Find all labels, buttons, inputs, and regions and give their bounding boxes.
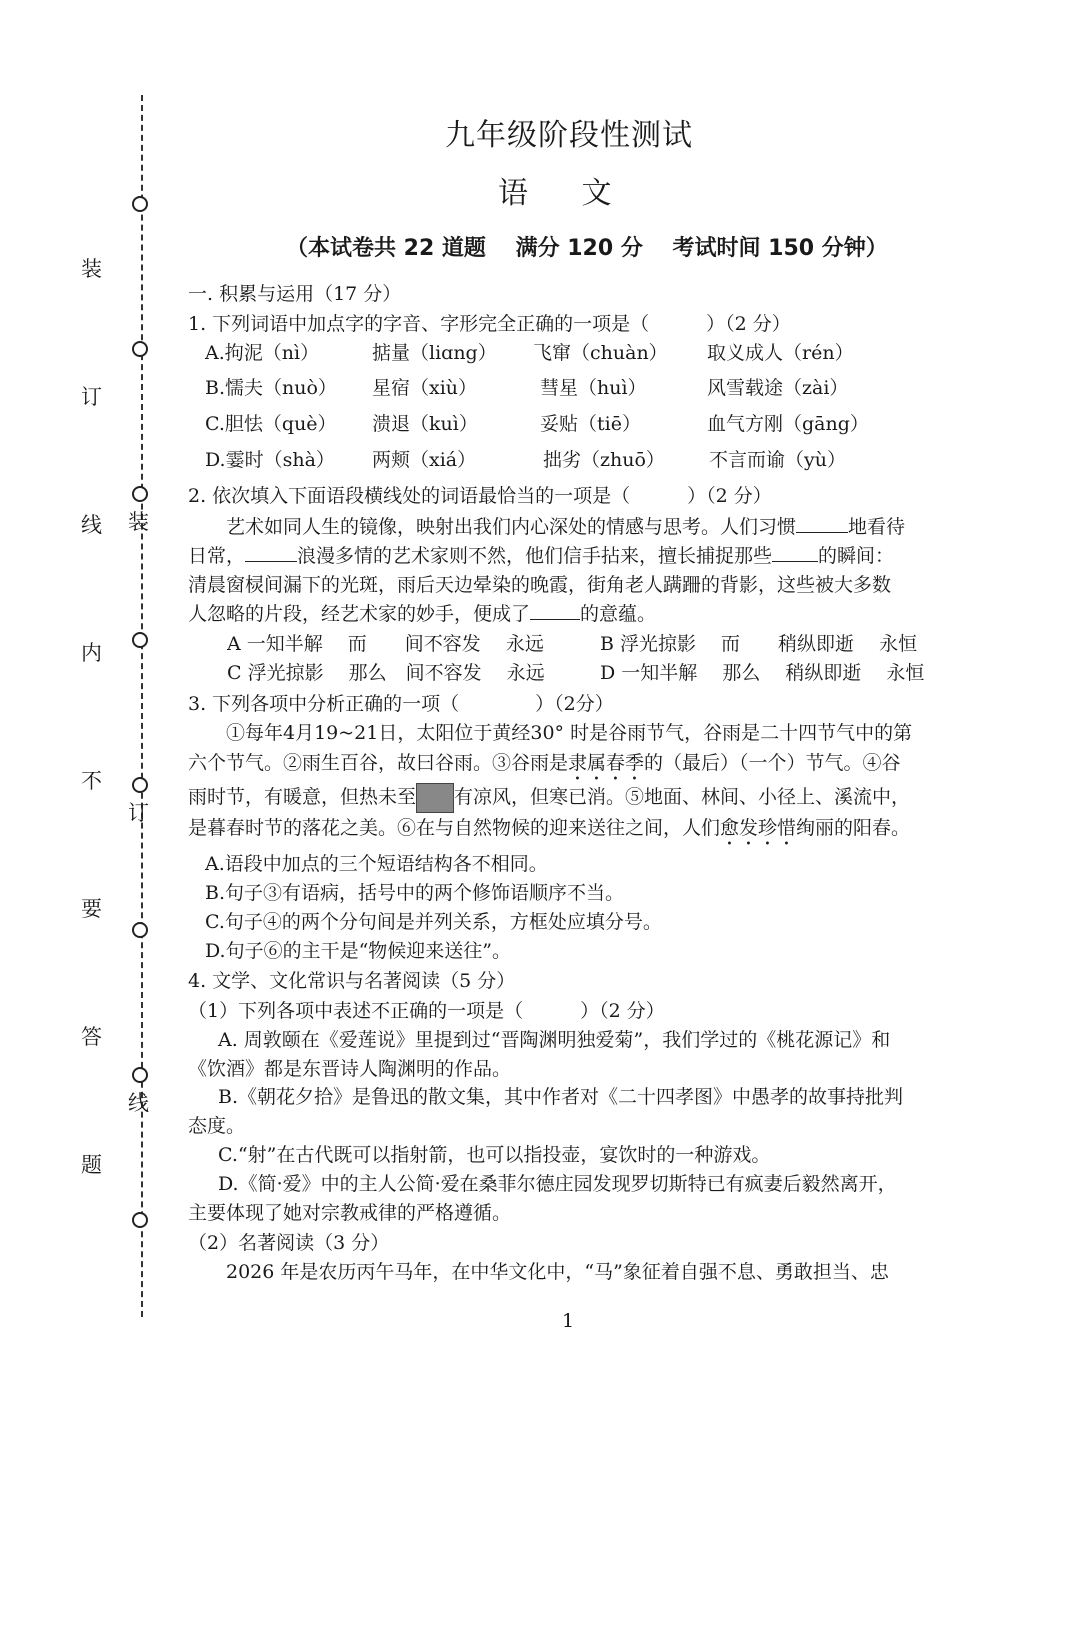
q3-option-b: B.句子③有语病，括号中的两个修饰语顺序不当。 [205, 882, 625, 904]
blank-box [416, 783, 454, 813]
q1-option-d-word: D.霎时（shà） [205, 449, 335, 471]
q3-option-d: D.句子⑥的主干是“物候迎来送往”。 [205, 940, 512, 962]
fill-blank [530, 600, 580, 620]
q1-option-d-word: 拙劣（zhuō） [543, 449, 665, 471]
binding-hole [132, 341, 148, 357]
q3-passage-line: ①每年4月19~21日，太阳位于黄经30° 时是谷雨节气，谷雨是二十四节气中的第 [226, 722, 913, 744]
question-4-stem: 4. 文学、文化常识与名著阅读（5 分） [188, 970, 516, 992]
binding-hole [132, 486, 148, 502]
q1-option-a-word: 飞窜（chuàn） [533, 342, 668, 364]
q1-option-a-word: 掂量（liɑng） [372, 342, 497, 364]
binding-left-char: 内 [81, 641, 102, 665]
binding-left-char: 要 [81, 897, 102, 921]
q4-option-a-cont: 《饮酒》都是东晋诗人陶渊明的作品。 [188, 1058, 512, 1080]
binding-hole [132, 1212, 148, 1228]
q1-option-c-word: 妥贴（tiē） [540, 413, 641, 435]
q4-option-d: D.《简·爱》中的主人公简·爱在桑菲尔德庄园发现罗切斯特已有疯妻后毅然离开， [218, 1173, 897, 1195]
q4-passage-line: 2026 年是农历丙午马年，在中华文化中，“马”象征着自强不息、勇敢担当、忠 [226, 1261, 889, 1283]
q1-option-b-word: B.懦夫（nuò） [205, 377, 337, 399]
q2-option-b: B 浮光掠影 而 稍纵即逝 永恒 [600, 633, 918, 655]
binding-dashed-line [141, 95, 143, 1317]
binding-left-char: 题 [81, 1153, 102, 1177]
fill-blank [796, 513, 848, 533]
q1-option-b-word: 风雪载途（zài） [707, 377, 849, 399]
q1-option-c-word: 血气方刚（gāng） [707, 413, 869, 435]
q3-passage-line: 六个节气。②雨生百谷，故曰谷雨。③谷雨是隶属春季的（最后）（一个）节气。④谷 [188, 752, 901, 774]
q1-option-d-word: 不言而谕（yù） [709, 449, 846, 471]
binding-hole [132, 196, 148, 212]
q2-passage-line: 清晨窗棂间漏下的光斑，雨后天边晕染的晚霞，街角老人蹒跚的背影，这些被大多数 [188, 574, 892, 596]
binding-hole [132, 632, 148, 648]
binding-hole [132, 922, 148, 938]
q4-option-c: C.“射”在古代既可以指射箭，也可以指投壶，宴饮时的一种游戏。 [218, 1144, 771, 1166]
section-heading: 一. 积累与运用（17 分） [188, 283, 402, 305]
binding-right-char: 线 [128, 1091, 149, 1115]
binding-left-char: 装 [81, 257, 102, 281]
subject-title: 语 文 [498, 176, 634, 211]
q1-option-a-word: 取义成人（rén） [707, 342, 854, 364]
q4-option-a: A. 周敦颐在《爱莲说》里提到过“晋陶渊明独爱菊”，我们学过的《桃花源记》和 [218, 1029, 891, 1051]
q4-option-d-cont: 主要体现了她对宗教戒律的严格遵循。 [188, 1202, 512, 1224]
q2-option-a: A 一知半解 而 间不容发 永远 [227, 633, 544, 655]
q4-sub1-stem: （1）下列各项中表述不正确的一项是（ ）（2 分） [188, 1000, 665, 1022]
binding-left-char: 订 [81, 385, 102, 409]
q1-option-c-word: C.胆怯（què） [205, 413, 337, 435]
q2-option-c: C 浮光掠影 那么 间不容发 永远 [227, 662, 545, 684]
binding-right-char: 订 [128, 801, 149, 825]
binding-hole [132, 1067, 148, 1083]
q2-passage-line: 日常， 浪漫多情的艺术家则不然，他们信手拈来，擅长捕捉那些 的瞬间： [188, 541, 894, 568]
binding-left-char: 不 [81, 769, 102, 793]
q2-option-d: D 一知半解 那么 稍纵即逝 永恒 [600, 662, 925, 684]
page-title: 九年级阶段性测试 [445, 118, 693, 153]
question-3-stem: 3. 下列各项中分析正确的一项（ ）（2分） [188, 693, 614, 715]
binding-left-char: 答 [81, 1025, 102, 1049]
q1-option-d-word: 两颊（xiá） [372, 449, 477, 471]
q1-option-b-word: 彗星（huì） [540, 377, 647, 399]
q3-option-c: C.句子④的两个分句间是并列关系，方框处应填分号。 [205, 911, 662, 933]
q3-passage-line: 是暮春时节的落花之美。⑥在与自然物候的迎来送往之间，人们愈发珍惜绚丽的阳春。 [188, 817, 911, 839]
binding-right-char: 装 [128, 510, 149, 534]
q1-option-a-word: A.拘泥（nì） [205, 342, 320, 364]
q4-option-b-cont: 态度。 [188, 1115, 246, 1137]
q4-option-b: B.《朝花夕拾》是鲁迅的散文集，其中作者对《二十四孝图》中愚孝的故事持批判 [218, 1086, 904, 1108]
q3-option-a: A.语段中加点的三个短语结构各不相同。 [205, 853, 548, 875]
fill-blank [772, 542, 818, 562]
exam-info: （本试卷共 22 道题 满分 120 分 考试时间 150 分钟） [286, 236, 888, 261]
q1-option-c-word: 溃退（kuì） [372, 413, 478, 435]
fill-blank [245, 542, 297, 562]
q4-sub2-stem: （2）名著阅读（3 分） [188, 1232, 390, 1254]
q1-option-b-word: 星宿（xiù） [372, 377, 478, 399]
question-1-stem: 1. 下列词语中加点字的字音、字形完全正确的一项是（ ）（2 分） [188, 313, 791, 335]
page-number: 1 [562, 1310, 575, 1332]
question-2-stem: 2. 依次填入下面语段横线处的词语最恰当的一项是（ ）（2 分） [188, 485, 772, 507]
q2-passage-line: 艺术如同人生的镜像，映射出我们内心深处的情感与思考。人们习惯 地看待 [226, 512, 905, 539]
binding-left-char: 线 [81, 513, 102, 537]
q2-passage-line: 人忽略的片段，经艺术家的妙手，便成了 的意蕴。 [188, 599, 656, 626]
q3-passage-line: 雨时节，有暖意，但热未至 有凉风，但寒已消。⑤地面、林间、小径上、溪流中， [188, 782, 910, 813]
binding-hole [132, 777, 148, 793]
